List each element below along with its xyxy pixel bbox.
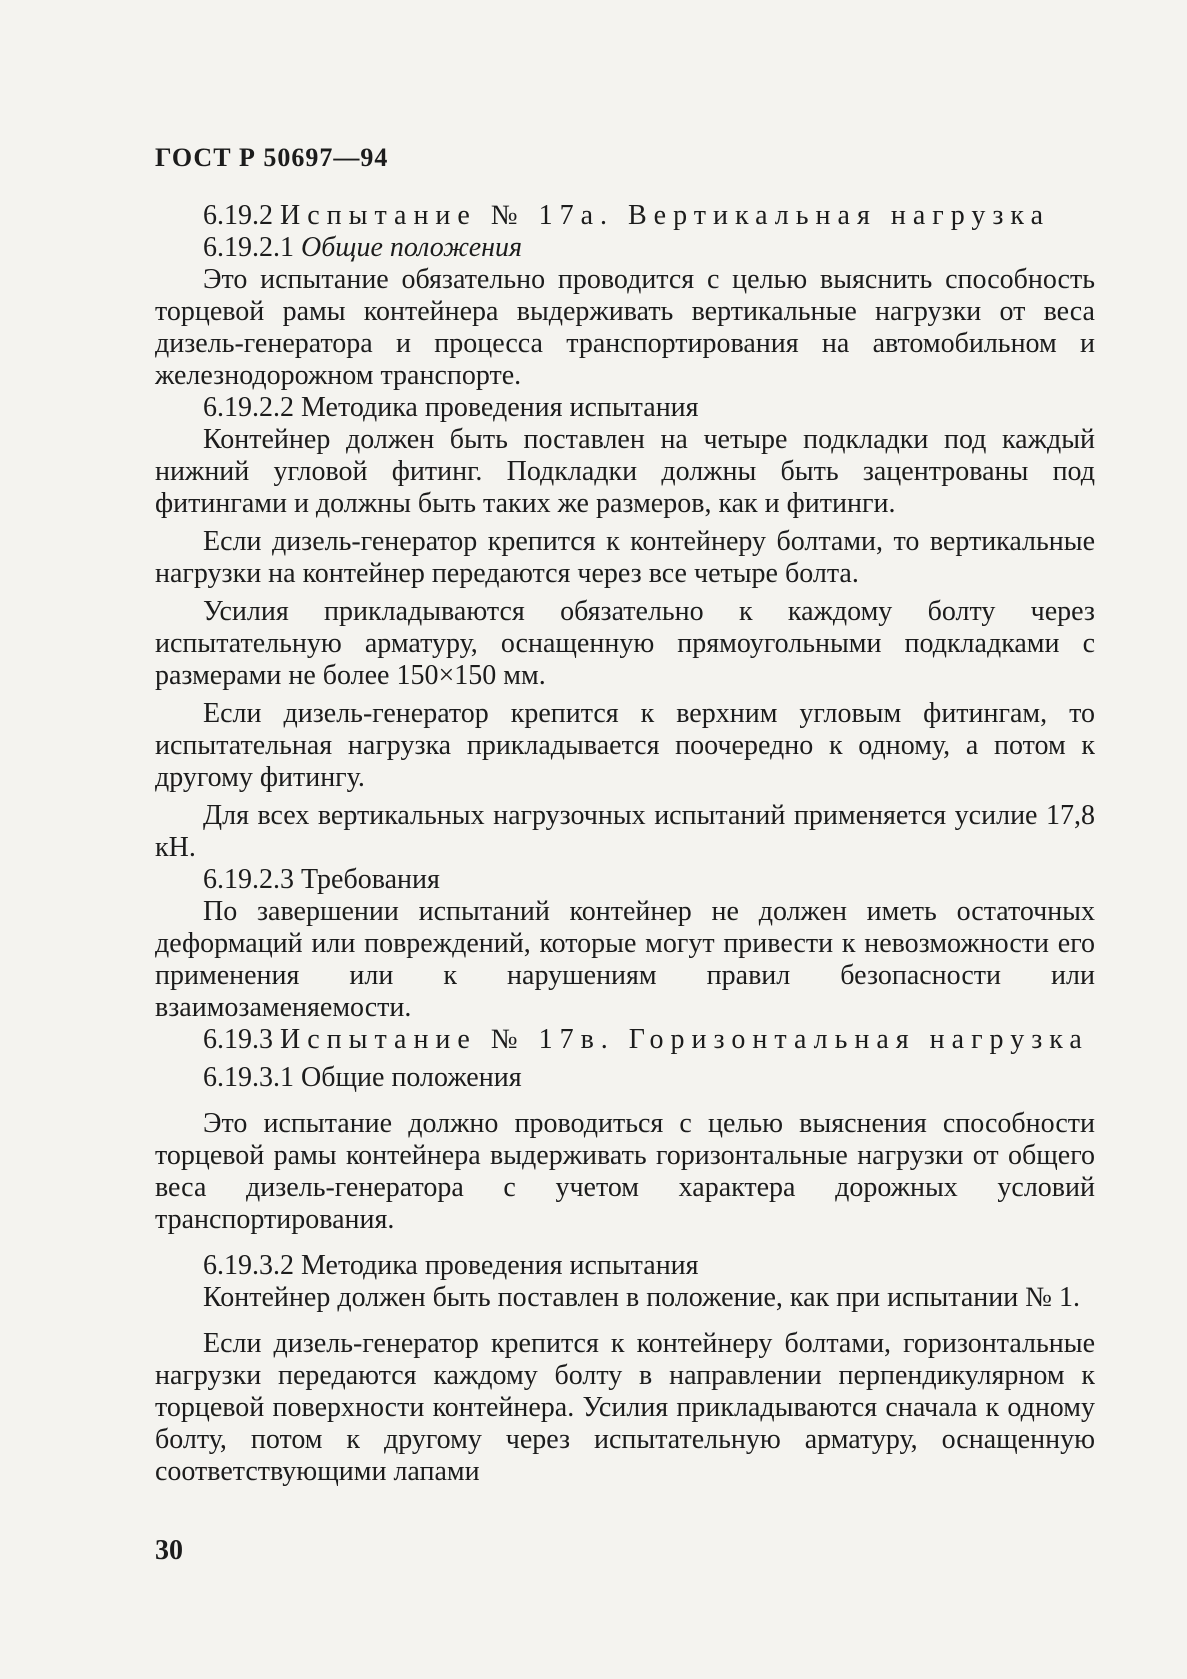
- paragraph: Контейнер должен быть поставлен в положение, как при испытании № 1.: [203, 1282, 1080, 1313]
- paragraph: Если дизель-генератор крепится к верхним угловым фитингам, то испытательная нагрузка прикладывается поочередно к одному, а потом к другому фитингу.: [155, 698, 1095, 793]
- subsection-heading-6-19-3-1: 6.19.3.1 Общие положения: [203, 1062, 522, 1093]
- document-body: [155, 200, 1095, 1488]
- subsection-number: 6.19.2.1: [203, 232, 294, 263]
- page-number: 30: [155, 1535, 183, 1566]
- paragraph: По завершении испытаний контейнер не должен иметь остаточных деформаций или повреждений, которые могут привести к невозможности его применения или к нарушениям правил безопасности или взаимозаменяемости.: [155, 896, 1095, 1023]
- section-number: 6.19.2: [203, 200, 273, 231]
- paragraph: Если дизель-генератор крепится к контейнеру болтами, горизонтальные нагрузки передаются каждому болту в направлении перпендикулярном к торцевой поверхности контейнера. Усилия прикладываются сначала к одному болту, потом к другому через испытательную арматуру, оснащенную соответствующими лапами: [155, 1328, 1095, 1487]
- paragraph: Контейнер должен быть поставлен на четыре подкладки под каждый нижний угловой фитинг. Подкладки должны быть зацентрованы под фитингами и должны быть таких же размеров, как и фитинги.: [155, 424, 1095, 519]
- paragraph: Это испытание обязательно проводится с целью выяснить способность торцевой рамы контейнера выдерживать вертикальные нагрузки от веса дизель-генератора и процесса транспортирования на автомобильном и железнодорожном транспорте.: [155, 264, 1095, 391]
- document-code: ГОСТ Р 50697—94: [155, 143, 389, 172]
- subsection-heading-6-19-2-2: 6.19.2.2 Методика проведения испытания: [203, 392, 699, 423]
- subsection-heading-6-19-3-2: 6.19.3.2 Методика проведения испытания: [203, 1250, 699, 1281]
- subsection-title: Общие положения: [301, 232, 523, 263]
- section-title: Испытание № 17а. Вертикальная нагрузка: [280, 200, 1051, 231]
- paragraph: Усилия прикладываются обязательно к каждому болту через испытательную арматуру, оснащенную прямоугольными подкладками с размерами не более 150×150 мм.: [155, 596, 1095, 691]
- paragraph: Для всех вертикальных нагрузочных испытаний применяется усилие 17,8 кН.: [155, 800, 1095, 863]
- paragraph: Если дизель-генератор крепится к контейнеру болтами, то вертикальные нагрузки на контейнер передаются через все четыре болта.: [155, 526, 1095, 589]
- subsection-heading-6-19-2-3: 6.19.2.3 Требования: [203, 864, 440, 895]
- section-title: Испытание № 17в. Горизонтальная нагрузка: [280, 1024, 1089, 1055]
- subsection-heading-6-19-2-1: [155, 232, 1095, 264]
- section-heading-6-19-2: [155, 200, 1095, 232]
- section-number: 6.19.3: [203, 1024, 273, 1055]
- section-heading-6-19-3: [155, 1024, 1095, 1056]
- paragraph: Это испытание должно проводиться с целью выяснения способности торцевой рамы контейнера выдерживать горизонтальные нагрузки от общего веса дизель-генератора с учетом характера дорожных условий транспортирования.: [155, 1108, 1095, 1235]
